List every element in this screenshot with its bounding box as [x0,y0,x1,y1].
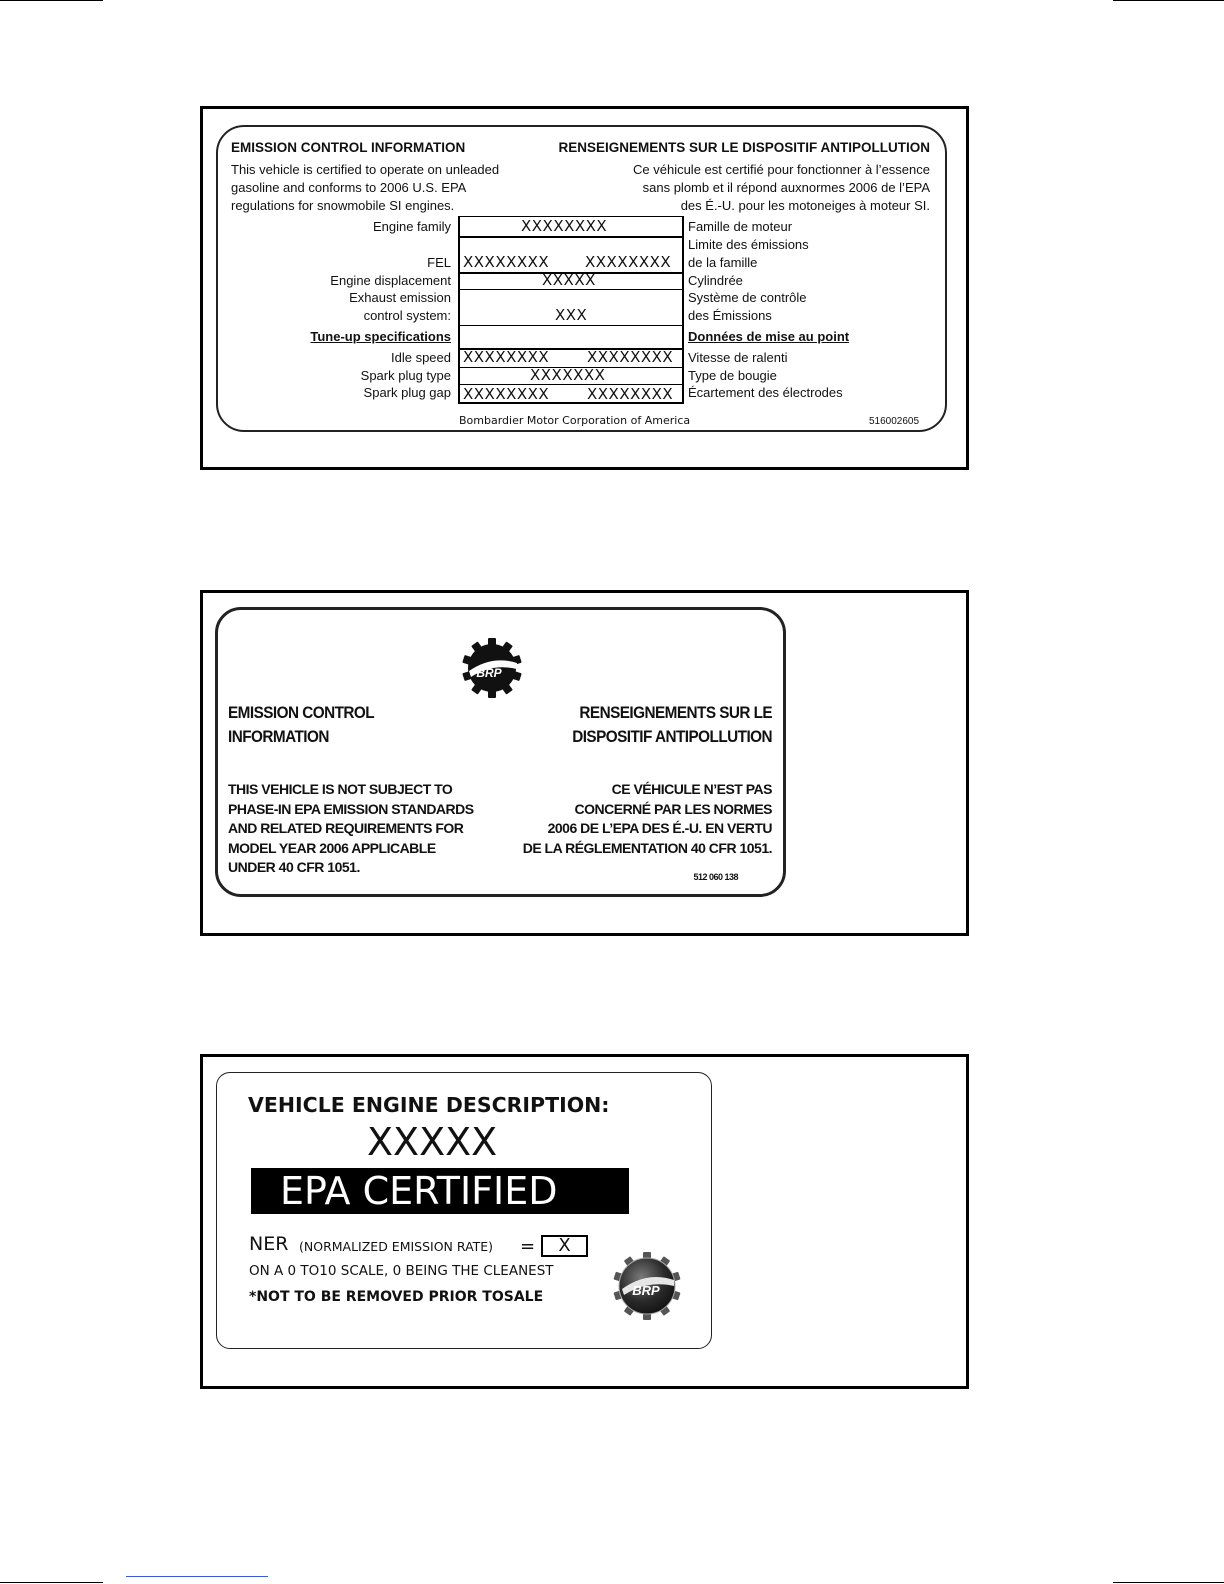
ner-equals: = [520,1236,536,1257]
emission-label-figure-1 [200,106,969,470]
intro-fr-line-1: Ce véhicule est certifié pour fonctionner à l’essence [633,162,930,177]
displacement-label: Engine displacement [330,273,451,288]
exhaust-fr-line-2: des Émissions [688,308,772,323]
fel-label: FEL [427,255,451,270]
idle-speed-label: Idle speed [391,350,451,365]
body-en-line-5: UNDER 40 CFR 1051. [228,859,360,875]
intro-fr-line-2: sans plomb et il répond auxnormes 2006 de l’EPA [642,180,930,195]
intro-en-line-3: regulations for snowmobile SI engines. [231,198,455,213]
title-fr: RENSEIGNEMENTS SUR LE DISPOSITIF ANTIPOLLUTION [558,140,930,155]
plug-gap-label: Spark plug gap [363,385,451,400]
corner-rule-top-left [0,0,103,1]
body-fr-line-4: DE LA RÉGLEMENTATION 40 CFR 1051. [522,840,772,856]
exhaust-label-line-2: control system: [363,308,451,323]
grid-h4 [458,325,684,326]
corner-rule-top-right [1113,0,1224,1]
fel-fr-line-2: de la famille [688,255,758,270]
plug-gap-value-left: XXXXXXXX [463,385,550,403]
body-fr-line-1: CE VÉHICULE N’EST PAS [611,781,772,797]
vehicle-engine-description-label [216,1072,712,1349]
epa-certified-banner [251,1168,629,1214]
fel-fr-line-1: Limite des émissions [688,237,809,252]
non-subject-emission-label [215,607,786,897]
plug-type-value: XXXXXXX [530,366,606,384]
fel-value-right: XXXXXXXX [585,253,672,271]
idle-speed-value-left: XXXXXXXX [463,348,550,366]
engine-family-label: Engine family [372,219,451,234]
tuneup-heading-fr: Données de mise au point [688,329,850,344]
brp-logo-icon [610,1249,684,1323]
title-en-line-2: INFORMATION [228,727,329,746]
title-en: EMISSION CONTROL INFORMATION [231,140,466,155]
removal-notice: *NOT TO BE REMOVED PRIOR TOSALE [249,1289,544,1305]
corner-rule-bottom-left [0,1582,103,1583]
description-heading: VEHICLE ENGINE DESCRIPTION: [248,1093,610,1117]
body-en-line-4: MODEL YEAR 2006 APPLICABLE [228,840,436,856]
engine-family-value: XXXXXXXX [521,217,608,235]
grid-left [458,216,460,404]
plug-type-label: Spark plug type [360,368,451,383]
emission-control-label [216,125,947,432]
manufacturer-footer: Bombardier Motor Corporation of America [459,414,691,427]
plug-gap-value-right: XXXXXXXX [587,385,674,403]
part-number: 516002605 [869,416,920,427]
plug-gap-fr: Écartement des électrodes [688,385,843,400]
brp-logo-icon [459,635,525,701]
body-fr-line-3: 2006 DE L’EPA DES É.-U. EN VERTU [547,820,772,836]
scale-text: ON A 0 TO10 SCALE, 0 BEING THE CLEANEST [249,1263,554,1279]
emission-label-figure-2 [200,590,969,936]
body-en-line-3: AND RELATED REQUIREMENTS FOR [228,820,464,836]
ner-value-box [541,1235,588,1257]
engine-description-figure [200,1054,969,1389]
svg-text:BRP: BRP [632,1283,660,1298]
title-fr-line-1: RENSEIGNEMENTS SUR LE [579,703,772,722]
displacement-fr: Cylindrée [688,273,743,288]
tuneup-heading-en: Tune-up specifications [310,329,451,344]
idle-speed-value-right: XXXXXXXX [587,348,674,366]
title-fr-line-2: DISPOSITIF ANTIPOLLUTION [572,727,772,746]
part-number: 512 060 138 [693,872,738,882]
grid-h1 [458,236,684,238]
corner-rule-bottom-right [1113,1582,1224,1583]
epa-certified-text: EPA CERTIFIED [280,1169,558,1213]
body-en-line-2: PHASE-IN EPA EMISSION STANDARDS [228,801,474,817]
exhaust-value: XXX [555,306,588,324]
engine-value: XXXXX [367,1120,498,1164]
grid-h3 [458,289,684,290]
ner-description: (NORMALIZED EMISSION RATE) [299,1239,494,1254]
intro-fr-line-3: des É.-U. pour les motoneiges à moteur SI. [680,198,930,213]
ner-value: X [558,1235,571,1256]
plug-type-fr: Type de bougie [688,368,777,383]
idle-speed-fr: Vitesse de ralenti [688,350,788,365]
body-en-line-1: THIS VEHICLE IS NOT SUBJECT TO [228,781,453,797]
intro-en-line-2: gasoline and conforms to 2006 U.S. EPA [231,180,467,195]
fel-value-left: XXXXXXXX [463,253,550,271]
title-en-line-1: EMISSION CONTROL [228,703,375,722]
exhaust-label-line-1: Exhaust emission [349,290,451,305]
footer-link-rule [126,1576,268,1577]
engine-family-fr: Famille de moteur [688,219,793,234]
svg-text:BRP: BRP [476,666,502,680]
intro-en-line-1: This vehicle is certified to operate on unleaded [231,162,500,177]
exhaust-fr-line-1: Système de contrôle [688,290,807,305]
displacement-value: XXXXX [542,271,596,289]
body-fr-line-2: CONCERNÉ PAR LES NORMES [574,801,772,817]
ner-label: NER [249,1233,289,1255]
grid-right [682,216,684,404]
